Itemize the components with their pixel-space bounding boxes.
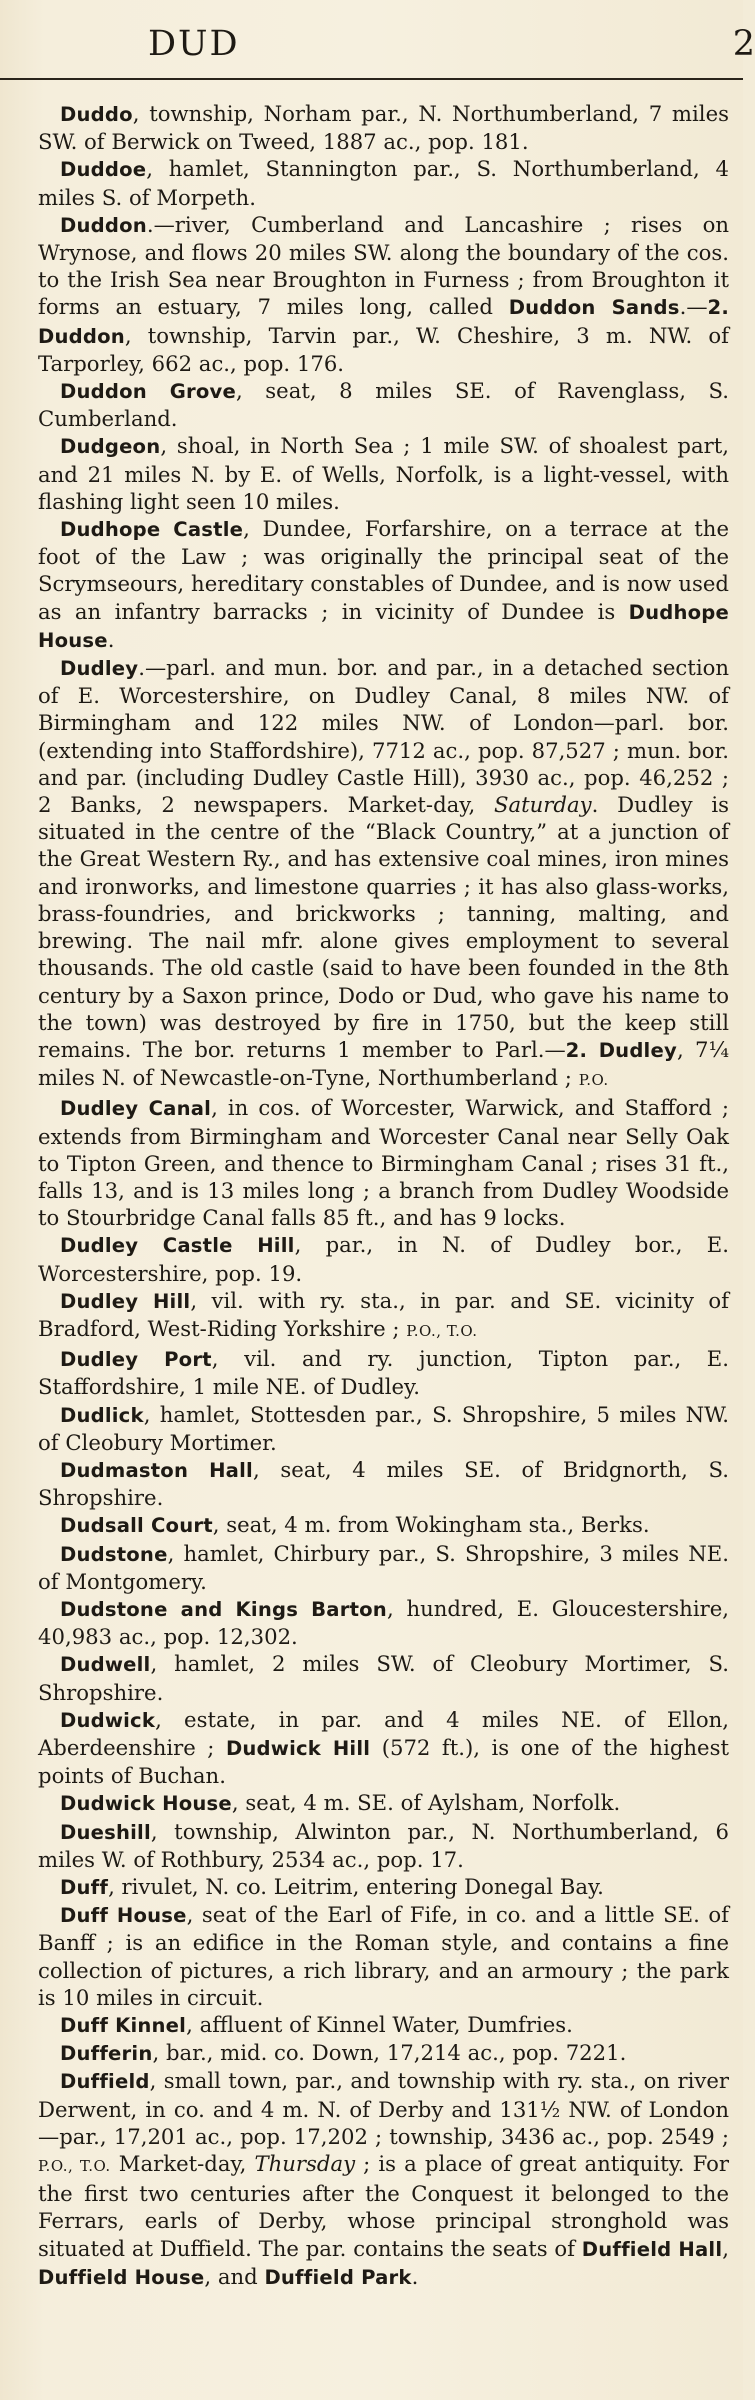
page-number: 2 <box>732 24 755 64</box>
gazetteer-entry <box>38 2067 729 2291</box>
entry-italic-text: Thursday <box>254 2151 356 2177</box>
entry-text: , seat, 4 miles SE. of Bridgnorth, S. Shropshire. <box>38 1456 729 1511</box>
entry-text: , hamlet, 2 miles SW. of Cleobury Mortimer, S. Shropshire. <box>38 1651 729 1705</box>
entry-headword: Duddoe <box>60 158 147 182</box>
entry-headword: Duffield House <box>38 2265 205 2289</box>
entry-list <box>38 100 729 2291</box>
entry-text: , seat, 4 m. SE. of Aylsham, Norfolk. <box>231 1790 621 1816</box>
entry-text: , vil. and ry. junction, Tipton par., E. Staffordshire, 1 mile NE. of Dudley. <box>38 1346 730 1400</box>
entry-text: , rivulet, N. co. Leitrim, entering Donegal Bay. <box>108 1874 604 1899</box>
entry-text: , hamlet, Chirbury par., S. Shropshire, 3 miles NE. of Montgomery. <box>38 1540 729 1594</box>
entry-headword: Dudsall Court <box>60 1514 213 1538</box>
entry-headword: Duffield Park <box>264 2265 412 2289</box>
header-rule <box>0 78 743 80</box>
entry-text: , 7¼ miles N. of Newcastle-on-Tyne, Northumberland ; <box>38 1036 730 1091</box>
entry-abbrev: P.O. <box>578 1071 609 1090</box>
entry-headword: Dudgeon <box>60 435 161 459</box>
entry-text: , in cos. of Worcester, Warwick, and Stafford ; extends from Birmingham and Worcester Canal near Selly Oak to Tipton Green, and thence to Birmingham Canal ; rises 31 ft., falls 13, and is 13 miles long ; a branch from Dudley Woodside to Stourbridge Canal falls 85 ft., and has 9 locks. <box>38 1095 729 1231</box>
entry-headword: Duddo <box>60 103 133 126</box>
entry-headword: Dudwick <box>60 1708 156 1732</box>
gazetteer-entry <box>38 155 729 210</box>
entry-italic-text: Saturday <box>493 792 592 818</box>
gazetteer-entry <box>38 100 729 155</box>
entry-text: , bar., mid. co. Down, 17,214 ac., pop. 7221. <box>152 2040 627 2066</box>
entry-headword: Dudley <box>60 657 139 681</box>
gazetteer-entry <box>38 1511 729 1539</box>
gazetteer-entry <box>38 654 729 1094</box>
entry-headword: Duffield <box>60 2070 150 2094</box>
entry-text: , affluent of Kinnel Water, Dumfries. <box>186 2012 573 2038</box>
entry-headword: Dudwick House <box>60 1792 232 1816</box>
entry-headword: Duddon Grove <box>60 380 236 404</box>
entry-headword: Dudwick Hill <box>225 1736 371 1760</box>
entry-text: , and <box>204 2263 265 2289</box>
entry-headword: Dudley Hill <box>60 1289 191 1313</box>
entry-abbrev: P.O., T.O. <box>406 1321 478 1340</box>
entry-headword: Dudhope House <box>38 600 729 652</box>
entry-headword: Duddon <box>60 213 147 237</box>
entry-headword: 2. Duddon <box>38 296 730 348</box>
entry-text: , seat, 8 miles SE. of Ravenglass, S. Cumberland. <box>38 378 729 432</box>
gazetteer-entry <box>38 1287 729 1345</box>
entry-headword: Dudwell <box>60 1653 151 1677</box>
entry-abbrev: P.O., T.O. <box>38 2157 111 2176</box>
gazetteer-entry <box>38 1456 729 1511</box>
entry-text: , seat, 4 m. from Wokingham sta., Berks. <box>212 1512 650 1538</box>
gazetteer-entry <box>38 1706 729 1790</box>
entry-text: , hamlet, Stannington par., S. Northumberland, 4 miles S. of Morpeth. <box>38 156 729 210</box>
entry-text: , hamlet, Stottesden par., S. Shropshire, 5 miles NW. of Cleobury Mortimer. <box>38 1401 729 1455</box>
entry-text: , par., in N. of Dudley bor., E. Worcestershire, pop. 19. <box>38 1232 729 1286</box>
entry-headword: Dufferin <box>60 2042 153 2066</box>
gazetteer-entry <box>38 515 729 654</box>
entry-text: , shoal, in North Sea ; 1 mile SW. of shoalest part, and 21 miles N. by E. of Wells, Norfolk, is a light-vessel, with flashing light seen 10 miles. <box>38 433 729 514</box>
gazetteer-entry <box>38 1345 729 1400</box>
entry-headword: Duff <box>60 1876 109 1899</box>
entry-headword: Dudmaston Hall <box>60 1458 253 1482</box>
entry-headword: Dudley Port <box>60 1348 212 1372</box>
entry-text: Market-day, <box>110 2151 255 2177</box>
entry-text: , township, Norham par., N. Northumberland, 7 miles SW. of Berwick on Tweed, 1887 ac., pop. 181. <box>38 101 729 155</box>
entry-text: , vil. with ry. sta., in par. and SE. vicinity of Bradford, West-Riding Yorkshire ; <box>38 1287 729 1341</box>
gazetteer-entry <box>38 2011 729 2039</box>
gazetteer-entry <box>38 211 729 377</box>
entry-text: , Dundee, Forfarshire, on a terrace at the foot of the Law ; was originally the principal seat of the Scrymseours, hereditary constables of Dundee, and is now used as an infantry barracks ; in vicinity of Dundee is <box>38 516 729 624</box>
running-head: DUD <box>148 24 240 64</box>
entry-headword: Dueshill <box>60 1820 151 1844</box>
entry-text: , township, Alwinton par., N. Northumberland, 6 miles W. of Rothbury, 2534 ac., pop. 17. <box>38 1818 729 1872</box>
entry-headword: Dudstone <box>60 1542 168 1566</box>
entry-headword: Duff Kinnel <box>60 2014 187 2038</box>
entry-text: , <box>722 2235 730 2261</box>
entry-text: , township, Tarvin par., W. Cheshire, 3 m. NW. of Tarporley, 662 ac., pop. 176. <box>38 322 729 376</box>
entry-text: . Dudley is situated in the centre of the “Black Country,” at a junction of the Great Western Ry., and has extensive coal mines, iron mines and ironworks, and limestone quarries ; it has also glass-works, brass-foundries, and brickworks ; tanning, malting, and brewing. The nail mfr. alone gives employment to several thousands. The old castle (said to have been founded in the 8th century by a Saxon prince, Dodo or Dud, who gave his name to the town) was destroyed by fire in 1750, but the keep still remains. The bor. returns 1 member to Parl.— <box>38 792 729 1062</box>
gazetteer-entry <box>38 377 729 432</box>
entry-text: ; is a place of great antiquity. For the first two centuries after the Conquest it belonged to the Ferrars, earls of Derby, whose principal stronghold was situated at Duffield. The par. contains the seats of <box>38 2151 730 2261</box>
entry-headword: Dudley Castle Hill <box>60 1234 295 1258</box>
gazetteer-entry <box>38 1818 729 1873</box>
entry-headword: Dudlick <box>60 1403 144 1427</box>
entry-headword: Duffield Hall <box>581 2237 723 2261</box>
entry-headword: 2. Dudley <box>565 1038 677 1062</box>
entry-text: , hundred, E. Gloucestershire, 40,983 ac., pop. 12,302. <box>38 1595 729 1650</box>
gazetteer-entry <box>38 1873 729 1901</box>
gazetteer-entry <box>38 1231 729 1286</box>
entry-headword: Dudhope Castle <box>60 518 244 542</box>
gazetteer-entry <box>38 1901 729 2011</box>
gazetteer-entry <box>38 1094 729 1231</box>
gazetteer-entry <box>38 2039 729 2067</box>
gazetteer-entry <box>38 1401 729 1456</box>
gazetteer-entry <box>38 1595 729 1650</box>
entry-text: .—parl. and mun. bor. and par., in a detached section of E. Worcestershire, on Dudley Canal, 8 miles NW. of Birmingham and 122 miles NW. of London—parl. bor. (extending into Staffordshire), 7712 ac., pop. 87,527 ; mun. bor. and par. (including Dudley Castle Hill), 3930 ac., pop. 46,252 ; 2 Banks, 2 newspapers. Market-day, <box>38 655 729 818</box>
gazetteer-entry <box>38 1540 729 1595</box>
entry-text: , seat of the Earl of Fife, in co. and a little SE. of Banff ; is an edifice in the Roman style, and contains a fine collection of pictures, a rich library, and an armoury ; the park is 10 miles in circuit. <box>38 1902 729 2010</box>
entry-headword: Duddon Sands <box>508 296 680 320</box>
entry-text: , small town, par., and township with ry. sta., on river Derwent, in co. and 4 m. N. of Derby and 131½ NW. of London—par., 17,201 ac., pop. 17,202 ; township, 3436 ac., pop. 2549 ; <box>38 2068 729 2149</box>
page-header <box>0 0 755 84</box>
entry-text: . <box>411 2263 419 2289</box>
entry-headword: Dudley Canal <box>60 1097 212 1121</box>
entry-headword: Dudstone and Kings Barton <box>60 1597 387 1621</box>
entry-text: .—river, Cumberland and Lancashire ; rises on Wrynose, and flows 20 miles SW. along the boundary of the cos. to the Irish Sea near Broughton in Furness ; from Broughton it forms an estuary, 7 miles long, called <box>38 211 729 320</box>
entry-text: (572 ft.), is one of the highest points of Buchan. <box>38 1734 729 1789</box>
gazetteer-entry <box>38 1650 729 1705</box>
gazetteer-entry <box>38 432 729 515</box>
entry-text: . <box>107 626 115 652</box>
entry-text: , estate, in par. and 4 miles NE. of Ellon, Aberdeenshire ; <box>38 1706 729 1760</box>
entry-text: .— <box>679 294 708 320</box>
entry-headword: Duff House <box>60 1904 187 1928</box>
gazetteer-entry <box>38 1789 729 1817</box>
